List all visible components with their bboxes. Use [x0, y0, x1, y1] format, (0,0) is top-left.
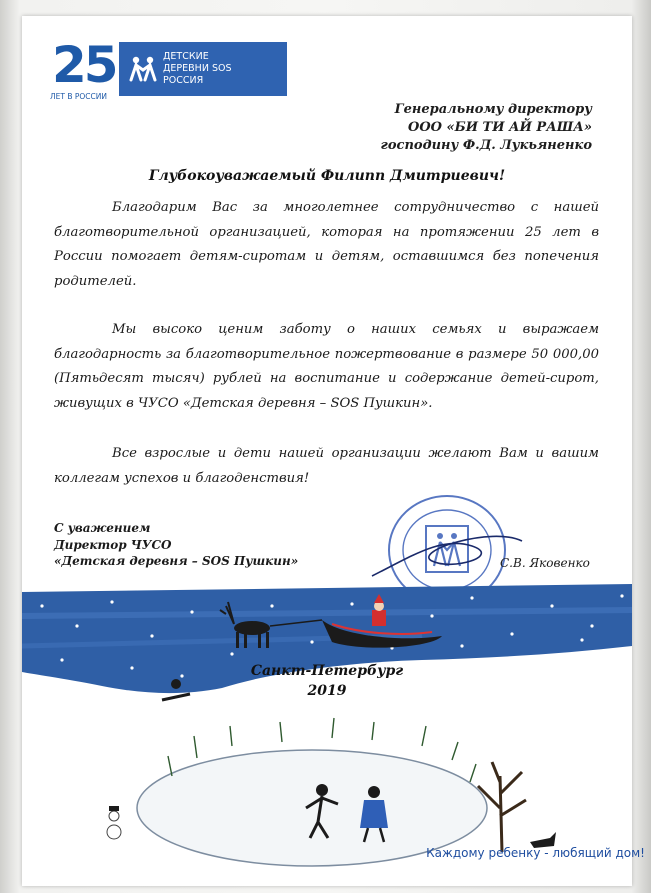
- paragraph-1-text: Благодарим Вас за многолетнее сотрудничество с нашей благотворительной организацией, которая на протяжении 25 лет в России помогает детям-сиротам и детям, оставшимся без попечения родителей.: [54, 200, 599, 289]
- snowman: [107, 806, 121, 839]
- children-drawing: [22, 576, 632, 886]
- signature-line2: Директор ЧУСО: [54, 537, 172, 552]
- paragraph-3: [54, 442, 599, 491]
- sos-logo-line1: ДЕТСКИЕ: [163, 51, 209, 62]
- tagline: Каждому ребенку - любящий дом!: [426, 846, 645, 860]
- sos-villages-logo: [119, 42, 287, 96]
- letter-sheet: [22, 16, 632, 886]
- place: Санкт-Петербург: [250, 663, 404, 679]
- anniversary-number: 25: [52, 36, 116, 94]
- signature-block: [54, 520, 298, 570]
- place-and-year: [22, 661, 632, 701]
- children-icon: [127, 52, 159, 84]
- paragraph-2: [54, 318, 599, 416]
- addressee-line3: господину Ф.Д. Лукьяненко: [380, 138, 592, 153]
- addressee-line1: Генеральному директору: [394, 102, 592, 117]
- signature-line1: С уважением: [54, 521, 151, 535]
- addressee-block: [381, 101, 592, 155]
- anniversary-logo: [50, 36, 116, 108]
- paragraph-3-text: Все взрослые и дети нашей организации желают Вам и вашим коллегам успехов и благоденствия!: [54, 446, 599, 486]
- sos-logo-line2: ДЕРЕВНИ SOS: [163, 63, 232, 74]
- sos-logo-line3: РОССИЯ: [163, 75, 204, 86]
- signer-name: С.В. Яковенко: [500, 556, 590, 570]
- paragraph-2-text: Мы высоко ценим заботу о наших семьях и выражаем благодарность за благотворительное пожертвование в размере 50 000,00 (Пятьдесят тысяч) рублей на воспитание и содержание детей-сирот, живущих в ЧУСО «Детская деревня – SOS Пушкин».: [54, 322, 599, 411]
- addressee-line2: ООО «БИ ТИ АЙ РАША»: [408, 120, 592, 135]
- paragraph-1: [54, 196, 599, 294]
- signature-line3: «Детская деревня – SOS Пушкин»: [54, 554, 299, 568]
- year: 2019: [307, 683, 347, 699]
- anniversary-caption: ЛЕТ В РОССИИ: [50, 92, 107, 101]
- greeting: Глубокоуважаемый Филипп Дмитриевич!: [148, 168, 506, 184]
